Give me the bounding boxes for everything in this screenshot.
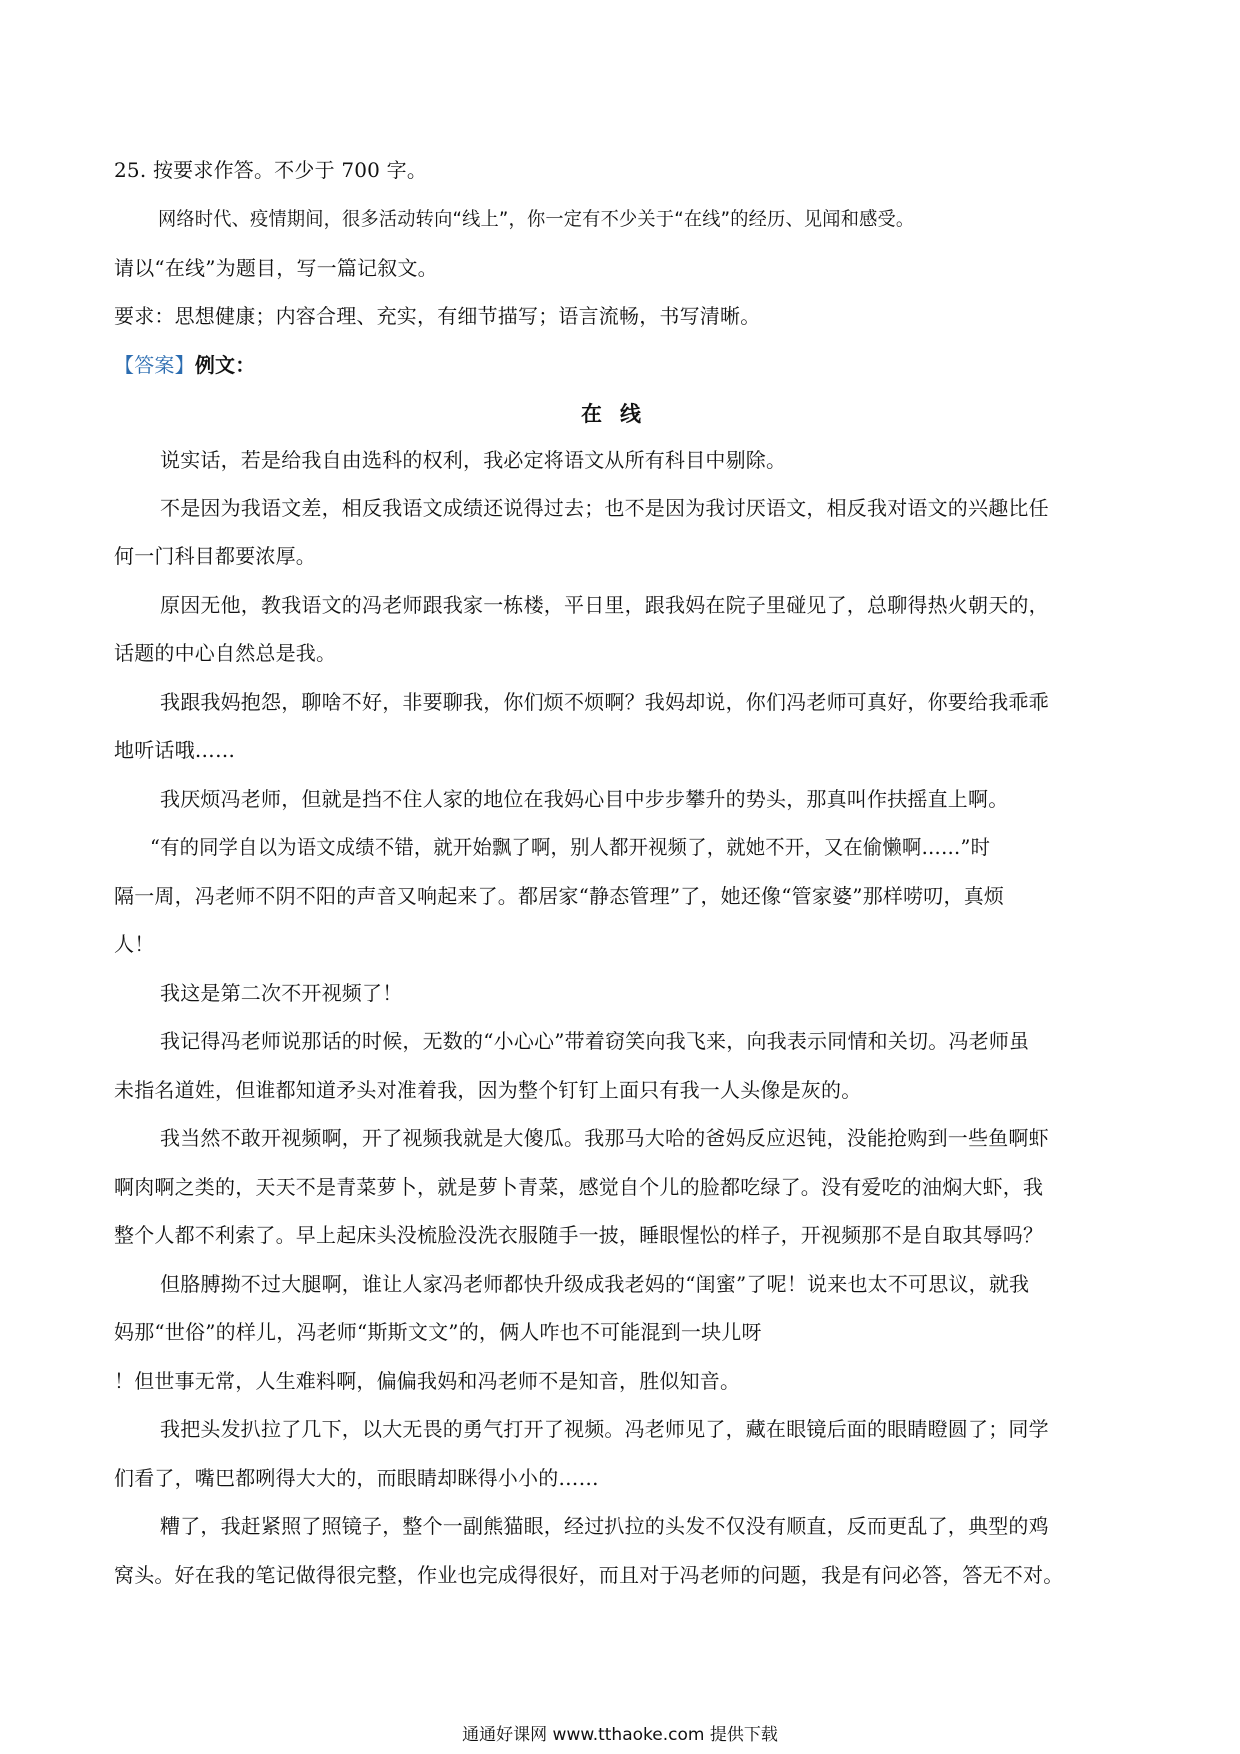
answer-heading xyxy=(114,351,1128,379)
question-prompt-line-1: 网络时代、疫情期间，很多活动转向“线上”，你一定有不少关于“在线”的经历、见闻和感受。 xyxy=(158,208,915,230)
essay-line: 话题的中心自然总是我。 xyxy=(114,641,337,665)
essay-line: 我当然不敢开视频啊，开了视频我就是大傻瓜。我那马大哈的爸妈反应迟钝，没能抢购到一些鱼啊虾 xyxy=(160,1126,1049,1150)
essay-line: 糟了，我赶紧照了照镜子，整个一副熊猫眼，经过扒拉的头发不仅没有顺直，反而更乱了，典型的鸡 xyxy=(160,1514,1049,1538)
essay-line: 隔一周，冯老师不阴不阳的声音又响起来了。都居家“静态管理”了，她还像“管家婆”那样唠叨，真烦 xyxy=(114,884,1005,908)
essay-line: ！但世事无常，人生难料啊，偏偏我妈和冯老师不是知音，胜似知音。 xyxy=(114,1369,741,1393)
question-number-line: 25. 按要求作答。不少于 700 字。 xyxy=(114,158,428,182)
essay-line: 未指名道姓，但谁都知道矛头对准着我，因为整个钉钉上面只有我一人头像是灰的。 xyxy=(114,1078,862,1102)
essay-line: 何一门科目都要浓厚。 xyxy=(114,544,316,568)
essay-line: 我记得冯老师说那话的时候，无数的“小心心”带着窃笑向我飞来，向我表示同情和关切。冯老师虽 xyxy=(160,1029,1030,1053)
essay-line: 人！ xyxy=(114,932,155,956)
download-footer: 通通好课网 www.tthaoke.com 提供下载 xyxy=(462,1725,778,1745)
answer-label: 例文： xyxy=(194,353,256,377)
essay-line: 不是因为我语文差，相反我语文成绩还说得过去；也不是因为我讨厌语文，相反我对语文的兴趣比任 xyxy=(160,496,1049,520)
answer-tag: 【答案】 xyxy=(114,353,195,377)
essay-line: 我跟我妈抱怨，聊啥不好，非要聊我，你们烦不烦啊？我妈却说，你们冯老师可真好，你要给我乖乖 xyxy=(160,690,1049,714)
essay-line: 但胳膊拗不过大腿啊，谁让人家冯老师都快升级成我老妈的“闺蜜”了呢！说来也太不可思议，就我 xyxy=(160,1272,1030,1296)
essay-line: 啊肉啊之类的，天天不是青菜萝卜，就是萝卜青菜，感觉自个儿的脸都吃绿了。没有爱吃的油焖大虾，我 xyxy=(114,1175,1044,1199)
essay-line: 整个人都不利索了。早上起床头没梳脸没洗衣服随手一披，睡眼惺忪的样子，开视频那不是自取其辱吗？ xyxy=(114,1223,1044,1247)
essay-line: 我把头发扒拉了几下，以大无畏的勇气打开了视频。冯老师见了，藏在眼镜后面的眼睛瞪圆了；同学 xyxy=(160,1417,1049,1441)
essay-line: 我这是第二次不开视频了！ xyxy=(160,981,403,1005)
essay-line: 妈那“世俗”的样儿，冯老师“斯斯文文”的，俩人咋也不可能混到一块儿呀 xyxy=(114,1320,762,1344)
question-requirements: 要求：思想健康；内容合理、充实，有细节描写；语言流畅，书写清晰。 xyxy=(114,304,761,328)
essay-line: 我厌烦冯老师，但就是挡不住人家的地位在我妈心目中步步攀升的势头，那真叫作扶摇直上啊。 xyxy=(160,787,1009,811)
essay-line: 说实话，若是给我自由选科的权利，我必定将语文从所有科目中剔除。 xyxy=(160,448,787,472)
essay-line: “有的同学自以为语文成绩不错，就开始飘了啊，别人都开视频了，就她不开，又在偷懒啊……”时 xyxy=(150,835,991,859)
essay-title: 在线 xyxy=(581,401,659,426)
essay-line: 原因无他，教我语文的冯老师跟我家一栋楼，平日里，跟我妈在院子里碰见了，总聊得热火朝天的， xyxy=(160,593,1049,617)
essay-line: 们看了，嘴巴都咧得大大的，而眼睛却眯得小小的…… xyxy=(114,1466,599,1490)
question-prompt-line-2: 请以“在线”为题目，写一篇记叙文。 xyxy=(114,256,438,280)
essay-line: 窝头。好在我的笔记做得很完整，作业也完成得很好，而且对于冯老师的问题，我是有问必答，答无不对。 xyxy=(114,1563,1064,1587)
essay-line: 地听话哦…… xyxy=(114,738,236,762)
